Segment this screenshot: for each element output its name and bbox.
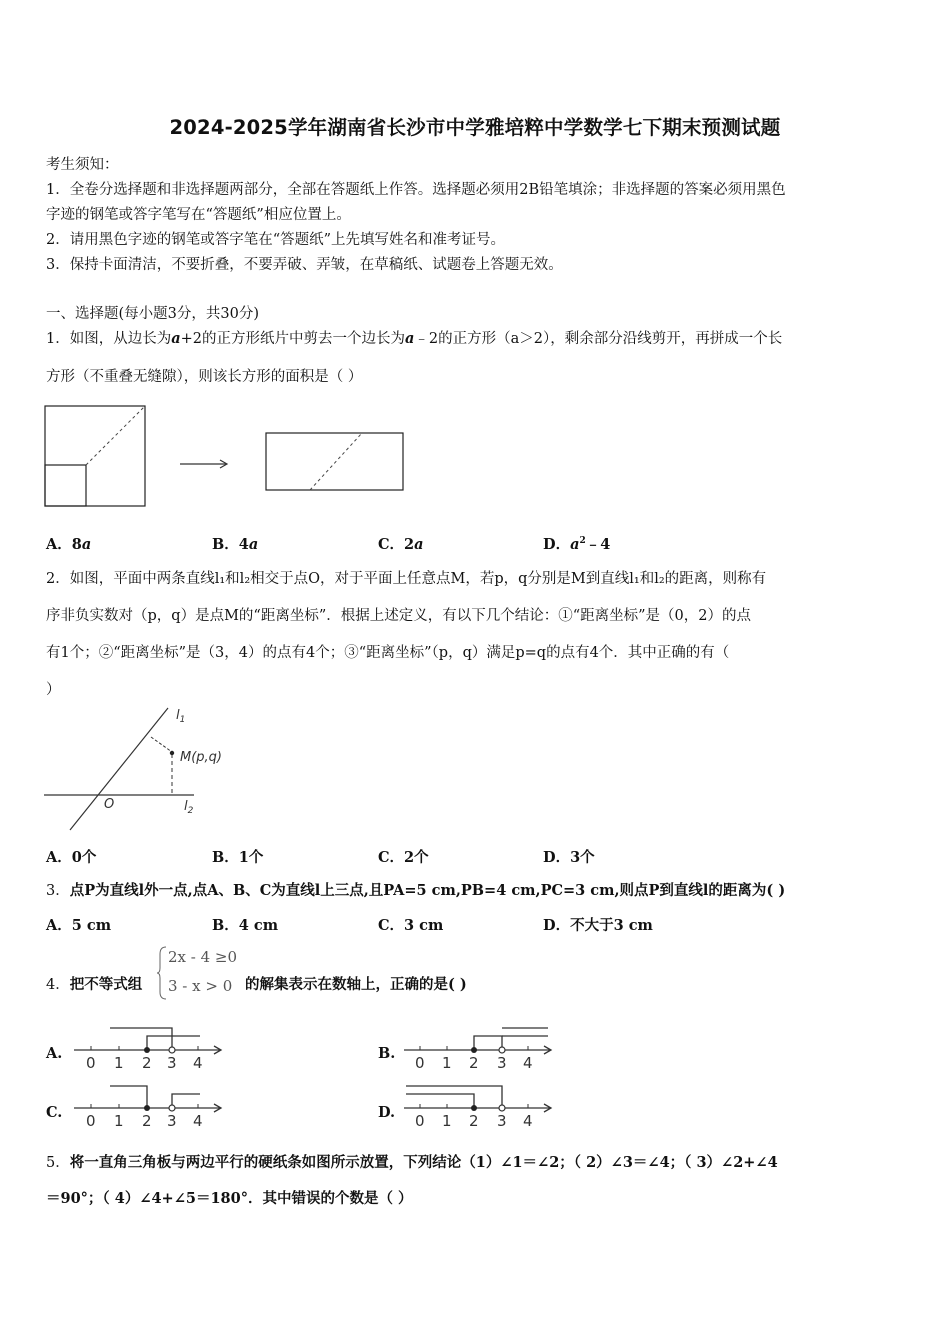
number-line-b	[402, 1024, 562, 1074]
svg-text:3: 3	[497, 1054, 507, 1072]
label-l2: $l_2$	[184, 799, 194, 816]
svg-text:4: 4	[523, 1112, 533, 1130]
label-m: M(p,q)	[180, 750, 222, 765]
svg-text:0: 0	[415, 1054, 425, 1072]
label-l1: $l_1$	[176, 708, 186, 725]
question-1-figure	[44, 404, 414, 510]
svg-text:2: 2	[469, 1054, 479, 1072]
svg-text:4: 4	[193, 1054, 203, 1072]
question-4-text-cont: 的解集表示在数轴上，正确的是( )	[245, 976, 467, 993]
question-3-text: 3．点P为直线l外一点,点A、B、C为直线l上三点,且PA=5 cm,PB=4 cm,PC=3 cm,则点P到直线l的距离为( )	[46, 882, 786, 899]
svg-text:3: 3	[167, 1054, 177, 1072]
svg-text:2: 2	[142, 1054, 152, 1072]
question-2-text-cont: 序非负实数对（p，q）是点M的“距离坐标”．根据上述定义，有以下几个结论：①“距离坐标”是（0，2）的点	[46, 608, 752, 624]
question-1-text-cont: 方形（不重叠无缝隙），则该长方形的面积是（ ）	[46, 369, 363, 385]
svg-text:2: 2	[142, 1112, 152, 1130]
option-a[interactable]: A．5 cm	[46, 917, 112, 934]
option-c[interactable]: C．2个	[378, 849, 429, 866]
question-2-text: 2．如图，平面中两条直线l₁和l₂相交于点O，对于平面上任意点M，若p，q分别是M到直线l₁和l₂的距离，则称有	[46, 571, 767, 587]
question-5-text: 5．将一直角三角板与两边平行的硬纸条如图所示放置，下列结论（1）∠1＝∠2；（ 2）∠3＝∠4；（ 3）∠2+∠4	[46, 1154, 778, 1171]
svg-text:1: 1	[114, 1054, 124, 1072]
inequality-2: 3 - x > 0	[168, 977, 233, 995]
question-1-text: 1．如图，从边长为a+2的正方形纸片中剪去一个边长为a﹣2的正方形（a＞2），剩余部分沿线剪开，再拼成一个长	[46, 330, 783, 347]
svg-text:4: 4	[523, 1054, 533, 1072]
point-m	[170, 751, 174, 755]
number-line-c	[72, 1082, 232, 1132]
svg-text:0: 0	[86, 1054, 96, 1072]
option-b[interactable]: B．1个	[212, 849, 264, 866]
svg-text:1: 1	[442, 1054, 452, 1072]
line-l1	[70, 708, 168, 830]
result-rectangle	[266, 433, 403, 490]
option-a[interactable]: A．0个	[46, 849, 97, 866]
option-d[interactable]: D.	[378, 1104, 396, 1121]
svg-text:1: 1	[442, 1112, 452, 1130]
option-a[interactable]: A.	[46, 1045, 63, 1062]
svg-text:0: 0	[86, 1112, 96, 1130]
notice-item: 2．请用黑色字迹的钢笔或答字笔在“答题纸”上先填写姓名和准考证号。	[46, 232, 506, 248]
question-2-figure	[44, 704, 244, 834]
inequality-1: 2x - 4 ≥0	[168, 948, 238, 966]
option-b[interactable]: B．4a	[212, 536, 259, 553]
cut-line	[86, 406, 145, 465]
number-line-a	[72, 1024, 232, 1074]
page-title: 2024-2025学年湖南省长沙市中学雅培粹中学数学七下期末预测试题	[169, 116, 781, 139]
svg-text:3: 3	[497, 1112, 507, 1130]
section-heading: 一、选择题(每小题3分，共30分)	[46, 306, 259, 322]
brace-icon	[156, 946, 168, 1000]
option-d[interactable]: D．$a^2﹣4$	[543, 536, 611, 553]
svg-text:0: 0	[415, 1112, 425, 1130]
svg-text:2: 2	[469, 1112, 479, 1130]
option-c[interactable]: C.	[46, 1104, 63, 1121]
question-2-text-cont: 有1个；②“距离坐标”是（3，4）的点有4个；③“距离坐标”（p，q）满足p=q的点有4个．其中正确的有（	[46, 645, 730, 661]
notice-item: 字迹的钢笔或答字笔写在“答题纸”相应位置上。	[46, 207, 351, 223]
small-square	[45, 465, 86, 506]
option-b[interactable]: B．4 cm	[212, 917, 279, 934]
distance-p	[151, 737, 172, 752]
notice-item: 3．保持卡面清洁，不要折叠，不要弄破、弄皱，在草稿纸、试题卷上答题无效。	[46, 257, 563, 273]
option-c[interactable]: C．3 cm	[378, 917, 444, 934]
question-4-text: 4．把不等式组	[46, 976, 143, 993]
option-d[interactable]: D．不大于3 cm	[543, 917, 653, 934]
cut-line	[310, 433, 362, 490]
question-number: 1．	[46, 331, 70, 347]
option-d[interactable]: D．3个	[543, 849, 595, 866]
notice-heading: 考生须知：	[46, 157, 119, 173]
number-line-d	[402, 1082, 562, 1132]
svg-text:1: 1	[114, 1112, 124, 1130]
question-5-text-cont: ＝90°；（ 4）∠4+∠5＝180°．其中错误的个数是（ ）	[46, 1190, 413, 1207]
svg-text:3: 3	[167, 1112, 177, 1130]
question-2-text-cont: ）	[46, 682, 61, 698]
svg-text:4: 4	[193, 1112, 203, 1130]
option-a[interactable]: A．8a	[46, 536, 92, 553]
option-b[interactable]: B.	[378, 1045, 396, 1062]
label-o: O	[104, 797, 115, 812]
notice-item: 1．全卷分选择题和非选择题两部分，全部在答题纸上作答。选择题必须用2B铅笔填涂；非选择题的答案必须用黑色	[46, 182, 786, 198]
option-c[interactable]: C．2a	[378, 536, 424, 553]
